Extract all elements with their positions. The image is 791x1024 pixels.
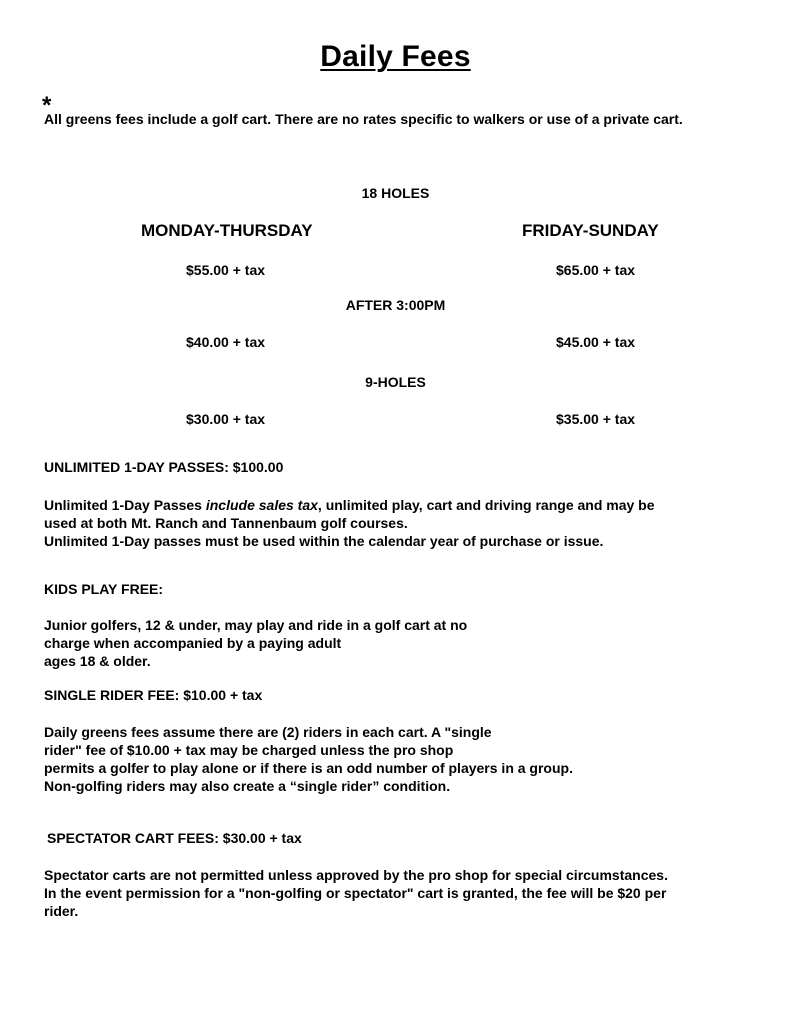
unlimited-pass-description <box>44 496 655 550</box>
unlimited-line-3: Unlimited 1-Day passes must be used within the calendar year of purchase or issue. <box>44 533 604 549</box>
asterisk-marker: * <box>42 92 52 119</box>
section-label-18-holes: 18 HOLES <box>361 185 430 201</box>
price-18-holes-weekend: $65.00 + tax <box>556 262 636 278</box>
unlimited-pass-heading: UNLIMITED 1-DAY PASSES: $100.00 <box>44 459 284 475</box>
single-rider-line: Non-golfing riders may also create a “single rider” condition. <box>44 778 451 794</box>
price-9-holes-weekday: $30.00 + tax <box>186 411 266 427</box>
price-after-3pm-weekend: $45.00 + tax <box>556 334 636 350</box>
price-after-3pm-weekday: $40.00 + tax <box>186 334 266 350</box>
section-label-9-holes: 9-HOLES <box>365 374 426 390</box>
kids-line: charge when accompanied by a paying adult <box>44 635 342 651</box>
unlimited-line-2: used at both Mt. Ranch and Tannenbaum golf courses. <box>44 515 408 531</box>
spectator-line: In the event permission for a "non-golfing or spectator" cart is granted, the fee will be $20 per <box>44 885 667 901</box>
unlimited-line-1-emphasis: include sales tax <box>205 497 318 513</box>
kids-line: Junior golfers, 12 & under, may play and ride in a golf cart at no <box>44 617 468 633</box>
kids-play-free-heading: KIDS PLAY FREE: <box>44 581 164 597</box>
kids-line: ages 18 & older. <box>44 653 151 669</box>
single-rider-line: rider" fee of $10.00 + tax may be charged unless the pro shop <box>44 742 454 758</box>
single-rider-line: Daily greens fees assume there are (2) riders in each cart. A "single <box>44 724 492 740</box>
kids-description <box>44 616 467 670</box>
unlimited-line-1-end: , unlimited play, cart and driving range and may be <box>317 497 655 513</box>
column-heading-fri-sun: FRIDAY-SUNDAY <box>522 221 659 240</box>
spectator-cart-heading: SPECTATOR CART FEES: $30.00 + tax <box>47 830 302 846</box>
cart-note: All greens fees include a golf cart. There are no rates specific to walkers or use of a private cart. <box>44 111 683 127</box>
single-rider-line: permits a golfer to play alone or if there is an odd number of players in a group. <box>44 760 573 776</box>
price-18-holes-weekday: $55.00 + tax <box>186 262 266 278</box>
unlimited-line-1 <box>44 496 655 514</box>
spectator-line: rider. <box>44 903 79 919</box>
single-rider-heading: SINGLE RIDER FEE: $10.00 + tax <box>44 687 263 703</box>
spectator-line: Spectator carts are not permitted unless approved by the pro shop for special circumstances. <box>44 867 668 883</box>
price-9-holes-weekend: $35.00 + tax <box>556 411 636 427</box>
single-rider-description <box>44 723 573 795</box>
unlimited-line-1-start: Unlimited 1-Day Passes <box>44 497 206 513</box>
page-title: Daily Fees <box>320 40 471 73</box>
section-label-after-3pm: AFTER 3:00PM <box>345 297 446 313</box>
spectator-description <box>44 866 668 920</box>
column-heading-mon-thu: MONDAY-THURSDAY <box>141 221 313 240</box>
